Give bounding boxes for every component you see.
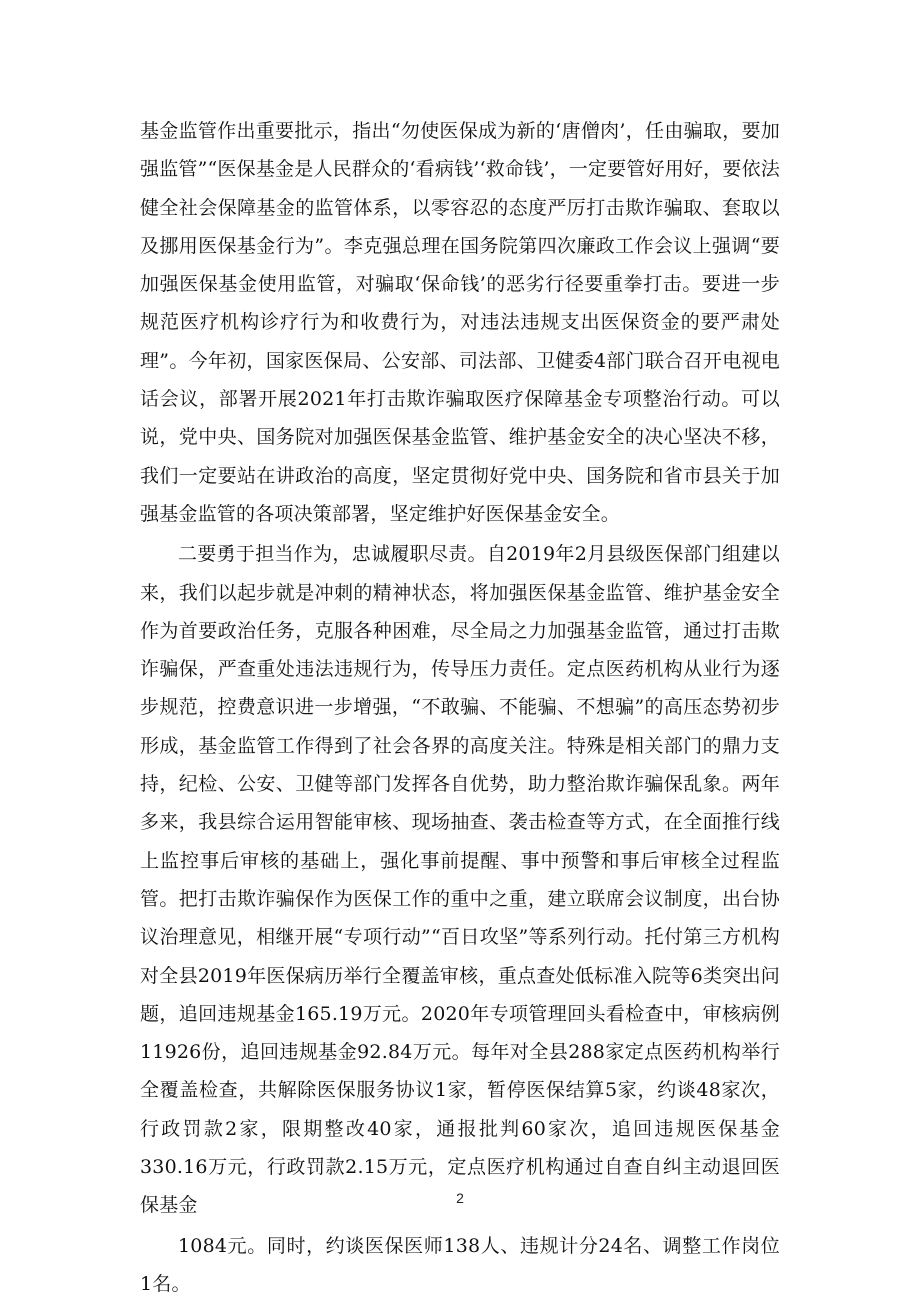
page-number: 2 [456, 1190, 464, 1206]
body-text [140, 112, 780, 1303]
paragraph-1: 基金监管作出重要批示，指出“勿使医保成为新的‘唐僧肉’，任由骗取，要加强监管”“医保基金是人民群众的‘看病钱’‘救命钱’，一定要管好用好，要依法健全社会保障基金的监管体系，以零容忍的态度严厉打击欺诈骗取、套取以及挪用医保基金行为”。李克强总理在国务院第四次廉政工作会议上强调“要加强医保基金使用监管，对骗取‘保命钱’的恶劣行径要重拳打击。要进一步规范医疗机构诊疗行为和收费行为，对违法违规支出医保资金的要严肃处理”。今年初，国家医保局、公安部、司法部、卫健委4部门联合召开电视电话会议，部署开展2021年打击欺诈骗取医疗保障基金专项整治行动。可以说，党中央、国务院对加强医保基金监管、维护基金安全的决心坚决不移，我们一定要站在讲政治的高度，坚定贯彻好党中央、国务院和省市县关于加强基金监管的各项决策部署，坚定维护好医保基金安全。 [140, 120, 780, 525]
paragraph-3: 1084元。同时，约谈医保医师138人、违规计分24名、调整工作岗位1名。 [140, 1234, 780, 1295]
paragraph-2: 二要勇于担当作为，忠诚履职尽责。自2019年2月县级医保部门组建以来，我们以起步就是冲刺的精神状态，将加强医保基金监管、维护基金安全作为首要政治任务，克服各种困难，尽全局之力加强基金监管，通过打击欺诈骗保，严查重处违法违规行为，传导压力责任。定点医药机构从业行为逐步规范，控费意识进一步增强，“不敢骗、不能骗、不想骗”的高压态势初步形成，基金监管工作得到了社会各界的高度关注。特殊是相关部门的鼎力支持，纪检、公安、卫健等部门发挥各自优势，助力整治欺诈骗保乱象。两年多来，我县综合运用智能审核、现场抽查、袭击检查等方式，在全面推行线上监控事后审核的基础上，强化事前提醒、事中预警和事后审核全过程监管。把打击欺诈骗保作为医保工作的重中之重，建立联席会议制度，出台协议治理意见，相继开展“专项行动”“百日攻坚”等系列行动。托付第三方机构对全县2019年医保病历举行全覆盖审核，重点查处低标准入院等6类突出问题，追回违规基金165.19万元。2020年专项管理回头看检查中，审核病例11926份，追回违规基金92.84万元。每年对全县288家定点医药机构举行全覆盖检查，共解除医保服务协议1家，暂停医保结算5家，约谈48家次，行政罚款2家，限期整改40家，通报批判60家次，追回违规医保基金330.16万元，行政罚款2.15万元，定点医疗机构通过自查自纠主动退回医保基金 [140, 543, 780, 1217]
